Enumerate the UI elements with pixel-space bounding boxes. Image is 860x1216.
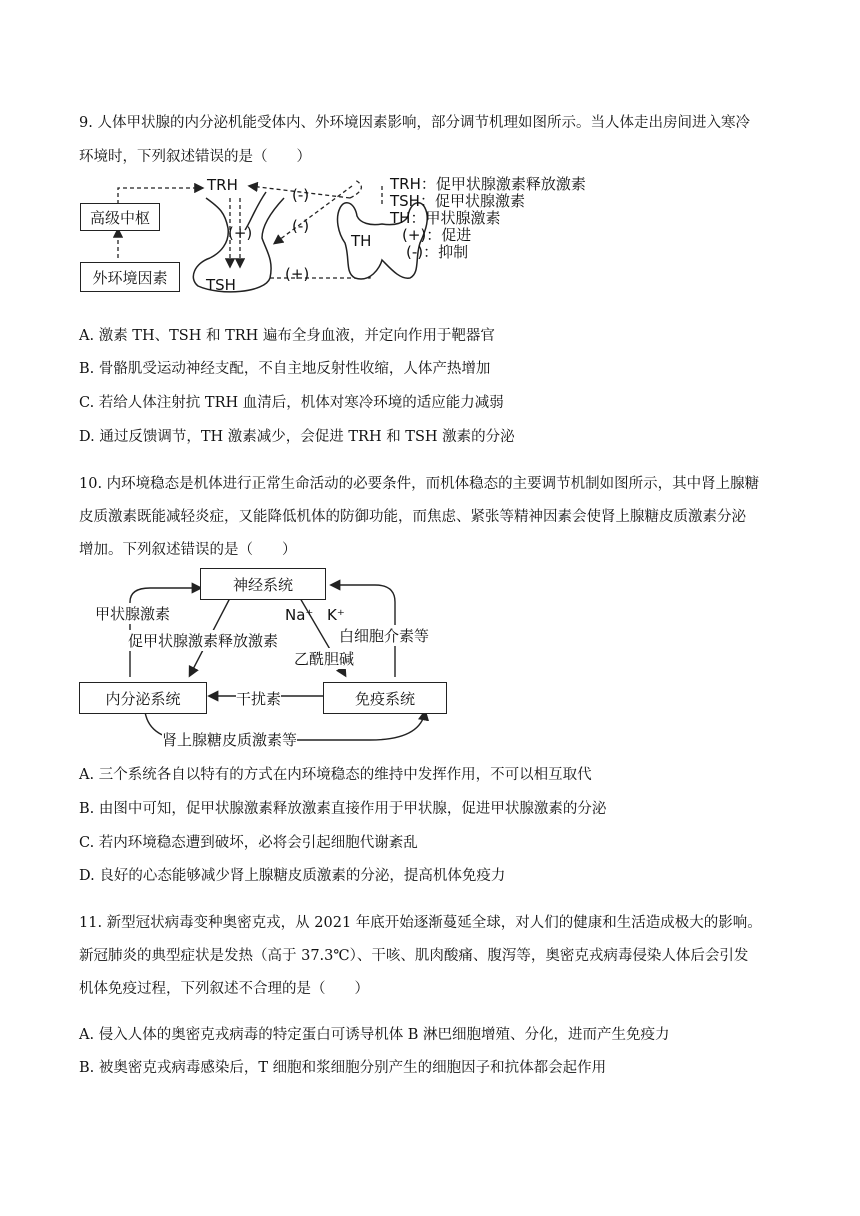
glucocorticoid-label: 肾上腺糖皮质激素等 [162,731,298,749]
q11-stem-line2: 新冠肺炎的典型症状是发热（高于 37.3℃）、干咳、肌肉酸痛、腹泻等，奥密克戎病毒侵染人体后会引发 [79,948,749,964]
q10-stem-line1: 10. 内环境稳态是机体进行正常生命活动的必要条件，而机体稳态的主要调节机制如图所示，其中肾上腺糖 [79,476,760,492]
trh-release-hormone-label: 促甲状腺激素释放激素 [128,632,279,650]
q10-stem-line3: 增加。下列叙述错误的是（ ） [79,542,297,558]
plus-sign-2: (+) [285,265,310,283]
immune-system-box: 免疫系统 [323,682,447,714]
legend-minus: (-)：抑制 [406,243,469,261]
q11-stem-line3: 机体免疫过程，下列叙述不合理的是（ ） [79,981,369,997]
plus-sign-1: (+) [228,224,253,242]
legend-th: TH：甲状腺激素 [390,209,501,227]
legend-tsh: TSH：促甲状腺激素 [390,192,525,210]
potassium-ion-label: K⁺ [327,606,345,624]
tsh-label: TSH [206,276,236,294]
minus-sign-2: (-) [292,217,310,235]
q10-option-b: B. 由图中可知，促甲状腺激素释放激素直接作用于甲状腺，促进甲状腺激素的分泌 [79,801,607,817]
sodium-ion-label: Na⁺ [285,606,314,624]
thyroid-hormone-label: 甲状腺激素 [95,605,171,623]
q10-option-a: A. 三个系统各自以特有的方式在内环境稳态的维持中发挥作用，不可以相互取代 [79,767,592,783]
q10-stem-line2: 皮质激素既能减轻炎症，又能降低机体的防御功能，而焦虑、紧张等精神因素会使肾上腺糖皮质激素分泌 [79,509,746,525]
q9-option-d: D. 通过反馈调节，TH 激素减少，会促进 TRH 和 TSH 激素的分泌 [79,429,515,445]
q11-stem-line1: 11. 新型冠状病毒变种奥密克戎，从 2021 年底开始逐渐蔓延全球，对人们的健康和生活造成极大的影响。 [79,915,762,931]
q11-option-a: A. 侵入人体的奥密克戎病毒的特定蛋白可诱导机体 B 淋巴细胞增殖、分化，进而产生免疫力 [79,1027,670,1043]
higher-center-box: 高级中枢 [80,203,160,231]
interferon-label: 干扰素 [236,690,282,708]
q9-stem-line1: 9. 人体甲状腺的内分泌机能受体内、外环境因素影响，部分调节机理如图所示。当人体走出房间进入寒冷 [79,115,750,131]
interleukin-label: 白细胞介素等 [339,627,430,645]
acetylcholine-label: 乙酰胆碱 [294,650,355,668]
q9-option-b: B. 骨骼肌受运动神经支配，不自主地反射性收缩，人体产热增加 [79,361,491,377]
external-environment-box: 外环境因素 [80,262,180,292]
legend-trh: TRH：促甲状腺激素释放激素 [390,175,586,193]
q10-option-d: D. 良好的心态能够减少肾上腺糖皮质激素的分泌，提高机体免疫力 [79,868,506,884]
nervous-system-box: 神经系统 [200,568,326,600]
minus-sign-1: (-) [292,186,310,204]
trh-label: TRH [207,176,238,194]
q9-stem-line2: 环境时，下列叙述错误的是（ ） [79,149,311,165]
endocrine-system-box: 内分泌系统 [79,682,207,714]
q9-option-c: C. 若给人体注射抗 TRH 血清后，机体对寒冷环境的适应能力减弱 [79,395,504,411]
q10-option-c: C. 若内环境稳态遭到破坏，必将会引起细胞代谢紊乱 [79,835,418,851]
q11-option-b: B. 被奥密克戎病毒感染后，T 细胞和浆细胞分别产生的细胞因子和抗体都会起作用 [79,1060,607,1076]
th-label: TH [351,232,372,250]
legend-plus: (+)：促进 [402,226,472,244]
q9-option-a: A. 激素 TH、TSH 和 TRH 遍布全身血液，并定向作用于靶器官 [79,328,495,344]
